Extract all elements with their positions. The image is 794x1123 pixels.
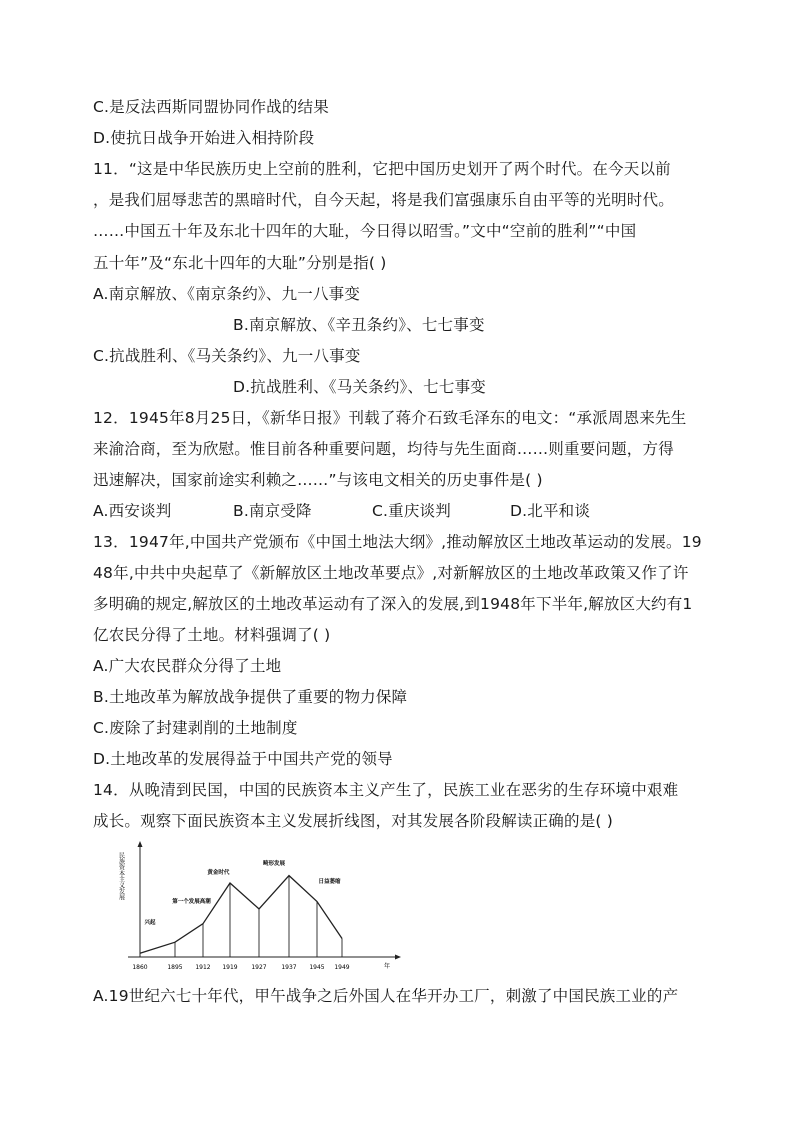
x-tick-label-1912: 1912 bbox=[195, 964, 211, 971]
q12-option-d: D.北平和谈 bbox=[510, 502, 591, 520]
q13-option-b: B.土地改革为解放战争提供了重要的物力保障 bbox=[93, 688, 408, 706]
q11-option-a: A.南京解放、《南京条约》、九一八事变 bbox=[93, 285, 361, 303]
q13-option-a: A.广大农民群众分得了土地 bbox=[93, 657, 282, 675]
series-line bbox=[140, 876, 342, 954]
q11-option-d: D.抗战胜利、《马关条约》、七七事变 bbox=[233, 378, 486, 396]
q12-stem-line-1: 12．1945年8月25日，《新华日报》刊载了蒋介石致毛泽东的电文：“承派周恩来先生 bbox=[93, 409, 687, 427]
q14-stem-line-1: 14．从晚清到民国，中国的民族资本主义产生了，民族工业在恶劣的生存环境中艰难 bbox=[93, 781, 679, 799]
x-tick-labels bbox=[132, 964, 349, 971]
x-axis-arrow bbox=[395, 955, 401, 960]
q11-stem-line-1: 11．“这是中华民族历史上空前的胜利，它把中国历史划开了两个时代。在今天以前 bbox=[93, 160, 671, 178]
x-tick-label-1860: 1860 bbox=[132, 964, 148, 971]
q11-option-b: B.南京解放、《辛丑条约》、七七事变 bbox=[233, 316, 485, 334]
stage-annotation-1: 兴起 bbox=[144, 920, 156, 926]
y-axis-arrow bbox=[138, 841, 143, 847]
x-tick-label-1949: 1949 bbox=[334, 964, 350, 971]
stage-annotation-3: 黄金时代 bbox=[207, 870, 230, 876]
q11-stem-line-4: 五十年”及“东北十四年的大耻”分别是指( ) bbox=[93, 254, 387, 272]
q13-stem-line-1: 13．1947年,中国共产党颁布《中国土地法大纲》,推动解放区土地改革运动的发展。19 bbox=[93, 533, 702, 551]
q13-stem-line-2: 48年,中共中央起草了《新解放区土地改革要点》,对新解放区的土地改革政策又作了许 bbox=[93, 564, 689, 582]
stage-annotations bbox=[144, 859, 341, 926]
stage-annotation-5: 日益萎缩 bbox=[318, 879, 341, 885]
q12-stem-line-3: 迅速解决，国家前途实利赖之……”与该电文相关的历史事件是( ) bbox=[93, 471, 543, 489]
q12-option-a: A.西安谈判 bbox=[93, 502, 172, 520]
y-axis-label: 民族资本主义发展 bbox=[117, 852, 125, 900]
stage-annotation-4: 畸形发展 bbox=[262, 861, 286, 867]
q11-stem-line-2: ，是我们屈辱悲苦的黑暗时代，自今天起，将是我们富强康乐自由平等的光明时代。 bbox=[93, 191, 674, 209]
value-drop-lines bbox=[175, 876, 342, 957]
capitalism-development-line-chart bbox=[108, 838, 404, 974]
q11-option-c: C.抗战胜利、《马关条约》、九一八事变 bbox=[93, 347, 361, 365]
q13-option-d: D.土地改革的发展得益于中国共产党的领导 bbox=[93, 750, 393, 768]
q12-stem-line-2: 来渝洽商，至为欣慰。惟目前各种重要问题，均待与先生面商……则重要问题，方得 bbox=[93, 440, 674, 458]
q12-option-b: B.南京受降 bbox=[233, 502, 312, 520]
q10-option-c: C.是反法西斯同盟协同作战的结果 bbox=[93, 98, 329, 116]
q14-stem-line-2: 成长。观察下面民族资本主义发展折线图，对其发展各阶段解读正确的是( ) bbox=[93, 812, 614, 830]
x-tick-label-1937: 1937 bbox=[281, 964, 297, 971]
stage-annotation-2: 第一个发展高潮 bbox=[172, 899, 211, 905]
q13-option-c: C.废除了封建剥削的土地制度 bbox=[93, 719, 298, 737]
q12-option-c: C.重庆谈判 bbox=[372, 502, 451, 520]
q13-stem-line-4: 亿农民分得了土地。材料强调了( ) bbox=[93, 626, 331, 644]
x-tick-label-1927: 1927 bbox=[251, 964, 267, 971]
x-tick-label-1945: 1945 bbox=[309, 964, 325, 971]
q13-stem-line-3: 多明确的规定,解放区的土地改革运动有了深入的发展,到1948年下半年,解放区大约有1 bbox=[93, 595, 693, 613]
x-axis-label: 年 bbox=[384, 963, 391, 970]
x-tick-label-1895: 1895 bbox=[167, 964, 183, 971]
q14-option-a-line-1: A.19世纪六七十年代，甲午战争之后外国人在华开办工厂，刺激了中国民族工业的产 bbox=[93, 987, 679, 1005]
x-tick-label-1919: 1919 bbox=[222, 964, 238, 971]
q11-stem-line-3: ……中国五十年及东北十四年的大耻，今日得以昭雪。”文中“空前的胜利”“中国 bbox=[93, 222, 637, 240]
q10-option-d: D.使抗日战争开始进入相持阶段 bbox=[93, 129, 315, 147]
